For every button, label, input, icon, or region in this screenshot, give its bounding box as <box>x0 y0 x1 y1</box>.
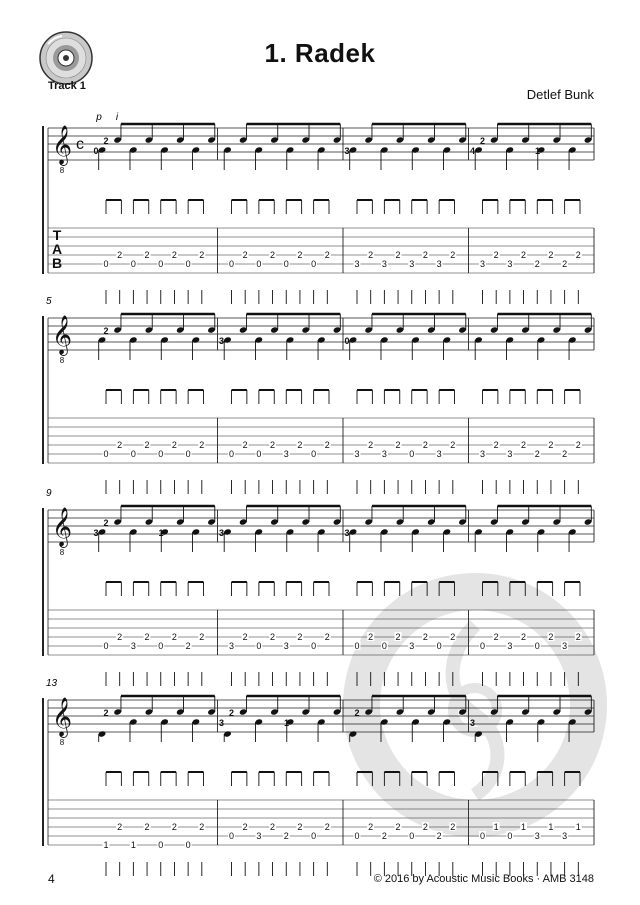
measure <box>98 696 216 876</box>
tab-fret-number: 2 <box>324 250 330 260</box>
tab-fret-number: 2 <box>534 449 540 459</box>
tab-fret-number: 3 <box>283 641 289 651</box>
tab-fret-number: 3 <box>354 259 360 269</box>
tab-fret-number: 0 <box>103 641 109 651</box>
tab-fret-number: 1 <box>548 822 554 832</box>
finger-mark-i: i <box>115 112 119 123</box>
tab-fret-number: 2 <box>395 632 401 642</box>
measure <box>223 314 341 494</box>
tab-fret-number: 3 <box>507 449 513 459</box>
tab-fret-number: 2 <box>368 250 374 260</box>
fingering-number: 3 <box>218 336 225 346</box>
tab-fret-number: 2 <box>144 440 150 450</box>
tab-fret-number: 2 <box>242 822 248 832</box>
page-number: 4 <box>48 872 55 886</box>
fingering-number: 2 <box>103 518 109 528</box>
composer-name: Detlef Bunk <box>526 87 594 102</box>
copyright-notice: © 2016 by Acoustic Music Books · AMB 3148 <box>373 873 594 885</box>
clef-octave-mark: 8 <box>59 166 65 175</box>
tab-fret-number: 2 <box>368 440 374 450</box>
tab-fret-number: 2 <box>242 250 248 260</box>
tab-fret-number: 0 <box>507 831 513 841</box>
tab-fret-number: 2 <box>548 250 554 260</box>
measure <box>474 314 592 494</box>
tab-fret-number: 2 <box>171 440 177 450</box>
tab-fret-number: 1 <box>493 822 499 832</box>
tab-fret-number: 3 <box>562 831 568 841</box>
tab-fret-number: 1 <box>575 822 581 832</box>
tab-fret-number: 0 <box>185 840 191 850</box>
clef-octave-mark: 8 <box>59 738 65 747</box>
tab-fret-number: 0 <box>228 259 235 269</box>
fingering-number: 3 <box>344 528 350 538</box>
tab-fret-number: 2 <box>171 822 177 832</box>
clef-octave-mark: 8 <box>59 548 65 557</box>
finger-mark-p: p <box>96 112 102 123</box>
tab-fret-number: 2 <box>562 259 568 269</box>
tab-fret-number: 3 <box>479 449 486 459</box>
tab-fret-number: 0 <box>479 831 486 841</box>
tab-fret-number: 2 <box>493 250 499 260</box>
tab-fret-number: 2 <box>562 449 568 459</box>
tab-fret-number: 3 <box>256 831 262 841</box>
tab-fret-number: 2 <box>450 632 456 642</box>
tab-fret-number: 2 <box>493 440 499 450</box>
tab-fret-number: 3 <box>436 449 442 459</box>
measure <box>223 696 341 876</box>
fingering-number: 2 <box>103 326 109 336</box>
tab-fret-number: 1 <box>130 840 136 850</box>
tab-fret-number: 0 <box>158 259 164 269</box>
tab-fret-number: 2 <box>368 822 374 832</box>
measure <box>98 124 216 304</box>
tab-fret-number: 0 <box>354 831 360 841</box>
tab-fret-number: 2 <box>171 250 177 260</box>
measure <box>98 314 216 494</box>
tab-fret-number: 2 <box>144 632 150 642</box>
treble-clef: 𝄞 <box>51 508 73 546</box>
measure <box>98 506 216 686</box>
tab-fret-number: 0 <box>381 641 387 651</box>
clef-octave-mark: 8 <box>59 356 65 365</box>
tab-fret-number: 2 <box>242 440 248 450</box>
tab-fret-number: 0 <box>158 641 164 651</box>
treble-clef: 𝄞 <box>51 698 73 736</box>
tab-fret-number: 0 <box>436 641 442 651</box>
fingering-number: 0 <box>93 146 99 156</box>
tab-fret-number: 0 <box>256 449 262 459</box>
tab-fret-number: 3 <box>409 259 415 269</box>
tab-fret-number: 2 <box>521 632 527 642</box>
tab-fret-number: 2 <box>521 250 527 260</box>
tab-fret-number: 1 <box>103 840 109 850</box>
tab-fret-number: 2 <box>117 822 123 832</box>
tab-fret-number: 0 <box>479 641 486 651</box>
measure-number: 13 <box>46 678 58 689</box>
tab-fret-number: 2 <box>450 250 456 260</box>
tab-fret-number: 3 <box>507 259 513 269</box>
measure-number: 5 <box>46 296 52 307</box>
tab-fret-number: 0 <box>130 259 136 269</box>
tab-fret-number: 2 <box>422 440 428 450</box>
tab-fret-number: 2 <box>493 632 499 642</box>
tab-fret-number: 2 <box>575 250 581 260</box>
tab-fret-number: 0 <box>185 449 191 459</box>
fingering-number: 3 <box>218 718 225 728</box>
tab-fret-number: 2 <box>521 440 527 450</box>
measure <box>349 124 467 304</box>
tab-fret-number: 3 <box>381 449 387 459</box>
measure <box>474 696 592 876</box>
tab-fret-number: 2 <box>199 250 205 260</box>
fingering-number: 3 <box>218 528 225 538</box>
tab-fret-number: 0 <box>256 641 262 651</box>
piece-title: 1. Radek <box>264 38 376 68</box>
tab-fret-number: 3 <box>507 641 513 651</box>
tab-fret-number: 2 <box>422 822 428 832</box>
tab-fret-number: 2 <box>144 822 150 832</box>
tab-fret-number: 3 <box>354 449 360 459</box>
tab-fret-number: 2 <box>283 831 289 841</box>
tab-fret-number: 0 <box>228 831 235 841</box>
tab-fret-number: 2 <box>548 440 554 450</box>
tab-fret-number: 3 <box>283 449 289 459</box>
system-2 <box>43 296 594 494</box>
tab-fret-number: 3 <box>409 641 415 651</box>
tab-fret-number: 2 <box>117 250 123 260</box>
tab-fret-number: 2 <box>575 440 581 450</box>
fingering-number: 3 <box>469 718 476 728</box>
measure <box>474 506 592 686</box>
tab-fret-number: 3 <box>562 641 568 651</box>
tab-fret-number: 2 <box>395 250 401 260</box>
tab-fret-number: 0 <box>158 840 164 850</box>
tab-fret-number: 2 <box>324 822 330 832</box>
tab-fret-number: 3 <box>130 641 136 651</box>
tab-fret-number: 2 <box>199 822 205 832</box>
tab-fret-number: 2 <box>117 632 123 642</box>
tab-fret-number: 2 <box>324 632 330 642</box>
tab-fret-number: 2 <box>270 632 276 642</box>
fingering-number: 2 <box>103 136 109 146</box>
tab-fret-number: 0 <box>409 831 415 841</box>
tab-fret-number: 2 <box>422 632 428 642</box>
fingering-number: 3 <box>344 146 350 156</box>
tab-fret-number: 0 <box>311 259 317 269</box>
tab-fret-number: 1 <box>521 822 527 832</box>
fingering-number: 2 <box>354 708 360 718</box>
tab-fret-number: 3 <box>381 259 387 269</box>
tab-fret-number: 3 <box>534 831 540 841</box>
tab-fret-number: 2 <box>548 632 554 642</box>
tab-fret-number: 2 <box>534 259 540 269</box>
tab-fret-number: 2 <box>450 440 456 450</box>
system-3 <box>43 488 594 686</box>
measure <box>349 314 467 494</box>
tab-letter-a: A <box>51 241 63 257</box>
fingering-number: 1 <box>158 528 164 538</box>
system-1 <box>43 112 594 304</box>
measure <box>223 124 341 304</box>
fingering-number: 2 <box>228 708 235 718</box>
tab-fret-number: 2 <box>575 632 581 642</box>
tab-fret-number: 2 <box>185 641 191 651</box>
tab-fret-number: 2 <box>270 250 276 260</box>
tab-fret-number: 2 <box>199 632 205 642</box>
tab-fret-number: 2 <box>368 632 374 642</box>
tab-fret-number: 2 <box>422 250 428 260</box>
tab-fret-number: 2 <box>270 440 276 450</box>
measure <box>349 506 467 686</box>
measure-number: 9 <box>46 488 52 499</box>
tab-fret-number: 2 <box>117 440 123 450</box>
tab-fret-number: 2 <box>297 440 303 450</box>
tab-fret-number: 2 <box>297 250 303 260</box>
tab-fret-number: 0 <box>311 641 317 651</box>
tab-letter-t: T <box>52 227 62 243</box>
fingering-number: 2 <box>103 708 109 718</box>
tab-fret-number: 2 <box>297 822 303 832</box>
system-4 <box>43 678 594 876</box>
tab-fret-number: 2 <box>381 831 387 841</box>
tab-fret-number: 0 <box>256 259 262 269</box>
tab-fret-number: 0 <box>409 449 415 459</box>
fingering-number: 1 <box>284 718 290 728</box>
tab-fret-number: 2 <box>171 632 177 642</box>
treble-clef: 𝄞 <box>51 126 73 164</box>
tab-fret-number: 0 <box>311 831 317 841</box>
tab-fret-number: 0 <box>283 259 289 269</box>
tab-fret-number: 0 <box>311 449 317 459</box>
tab-fret-number: 0 <box>130 449 136 459</box>
tab-fret-number: 2 <box>297 632 303 642</box>
tab-fret-number: 2 <box>324 440 330 450</box>
measure <box>223 506 341 686</box>
fingering-number: 0 <box>344 336 350 346</box>
tab-fret-number: 3 <box>436 259 442 269</box>
fingering-number: 3 <box>93 528 99 538</box>
tab-letter-b: B <box>51 255 63 271</box>
tab-fret-number: 0 <box>158 449 164 459</box>
tab-fret-number: 0 <box>354 641 360 651</box>
tab-fret-number: 0 <box>534 641 540 651</box>
tab-fret-number: 3 <box>479 259 486 269</box>
tab-fret-number: 0 <box>228 449 235 459</box>
fingering-number: 4 <box>469 146 476 156</box>
tab-fret-number: 2 <box>270 822 276 832</box>
tab-fret-number: 0 <box>185 259 191 269</box>
measure <box>349 696 467 876</box>
fingering-number: 1 <box>535 146 541 156</box>
tab-fret-number: 0 <box>103 449 109 459</box>
tab-fret-number: 2 <box>199 440 205 450</box>
tab-fret-number: 2 <box>242 632 248 642</box>
treble-clef: 𝄞 <box>51 316 73 354</box>
tab-fret-number: 2 <box>436 831 442 841</box>
measure <box>474 124 592 304</box>
tab-fret-number: 2 <box>450 822 456 832</box>
tab-fret-number: 2 <box>144 250 150 260</box>
tab-fret-number: 3 <box>228 641 235 651</box>
fingering-number: 2 <box>479 136 486 146</box>
track-label: Track 1 <box>48 80 86 92</box>
tab-fret-number: 0 <box>103 259 109 269</box>
tab-fret-number: 2 <box>395 822 401 832</box>
time-signature: c <box>76 136 84 153</box>
tab-fret-number: 2 <box>395 440 401 450</box>
